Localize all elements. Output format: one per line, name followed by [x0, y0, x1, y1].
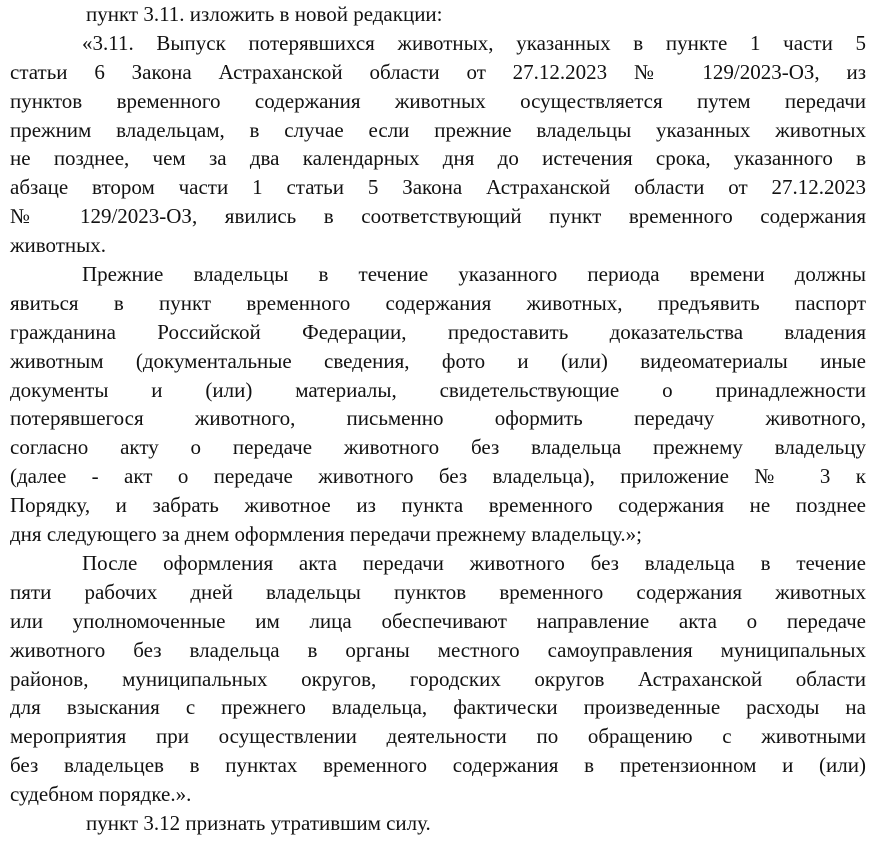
text-line: судебном порядке.». — [10, 782, 192, 807]
text-line: Порядку, и забрать животное из пункта временного содержания не позднее — [10, 493, 866, 518]
text-line: животных. — [10, 233, 107, 258]
text-line: № 129/2023-ОЗ, явились в соответствующий пункт временного содержания — [10, 204, 866, 229]
text-line: согласно акту о передаче животного без владельца прежнему владельцу — [10, 435, 866, 460]
text-line: (далее - акт о передаче животного без владельца), приложение № 3 к — [10, 464, 866, 489]
text-line: прежним владельцам, в случае если прежние владельцы указанных животных — [10, 117, 866, 142]
text-line: пяти рабочих дней владельцы пунктов временного содержания животных — [10, 579, 866, 604]
text-line: не позднее, чем за два календарных дня до истечения срока, указанного в — [10, 146, 866, 171]
text-line: или уполномоченные им лица обеспечивают направление акта о передаче — [10, 608, 866, 633]
text-line: без владельцев в пунктах временного содержания в претензионном и (или) — [10, 753, 866, 778]
text-line: дня следующего за днем оформления передачи прежнему владельцу.»; — [10, 522, 642, 547]
text-line: животным (документальные сведения, фото и (или) видеоматериалы иные — [10, 348, 866, 373]
text-line: районов, муниципальных округов, городских округов Астраханской области — [10, 666, 866, 691]
text-line: абзаце втором части 1 статьи 5 Закона Астраханской области от 27.12.2023 — [10, 175, 866, 200]
text-line: статьи 6 Закона Астраханской области от 27.12.2023 № 129/2023-ОЗ, из — [10, 59, 866, 84]
text-line: для взыскания с прежнего владельца, фактически произведенные расходы на — [10, 695, 866, 720]
text-line: «3.11. Выпуск потерявшихся животных, указанных в пункте 1 части 5 — [82, 30, 866, 55]
text-line: мероприятия при осуществлении деятельности по обращению с животными — [10, 724, 866, 749]
text-line: пунктов временного содержания животных осуществляется путем передачи — [10, 88, 866, 113]
text-line: животного без владельца в органы местного самоуправления муниципальных — [10, 637, 866, 662]
text-line: гражданина Российской Федерации, предоставить доказательства владения — [10, 319, 866, 344]
text-line: Прежние владельцы в течение указанного периода времени должны — [82, 262, 866, 287]
text-line: явиться в пункт временного содержания животных, предъявить паспорт — [10, 290, 866, 315]
instruction-line: пункт 3.12 признать утратившим силу. — [86, 810, 431, 835]
instruction-line: пункт 3.11. изложить в новой редакции: — [86, 2, 443, 26]
text-line: документы и (или) материалы, свидетельствующие о принадлежности — [10, 377, 866, 402]
text-line: потерявшегося животного, письменно оформить передачу животного, — [10, 406, 866, 431]
text-line: После оформления акта передачи животного без владельца в течение — [82, 550, 866, 575]
